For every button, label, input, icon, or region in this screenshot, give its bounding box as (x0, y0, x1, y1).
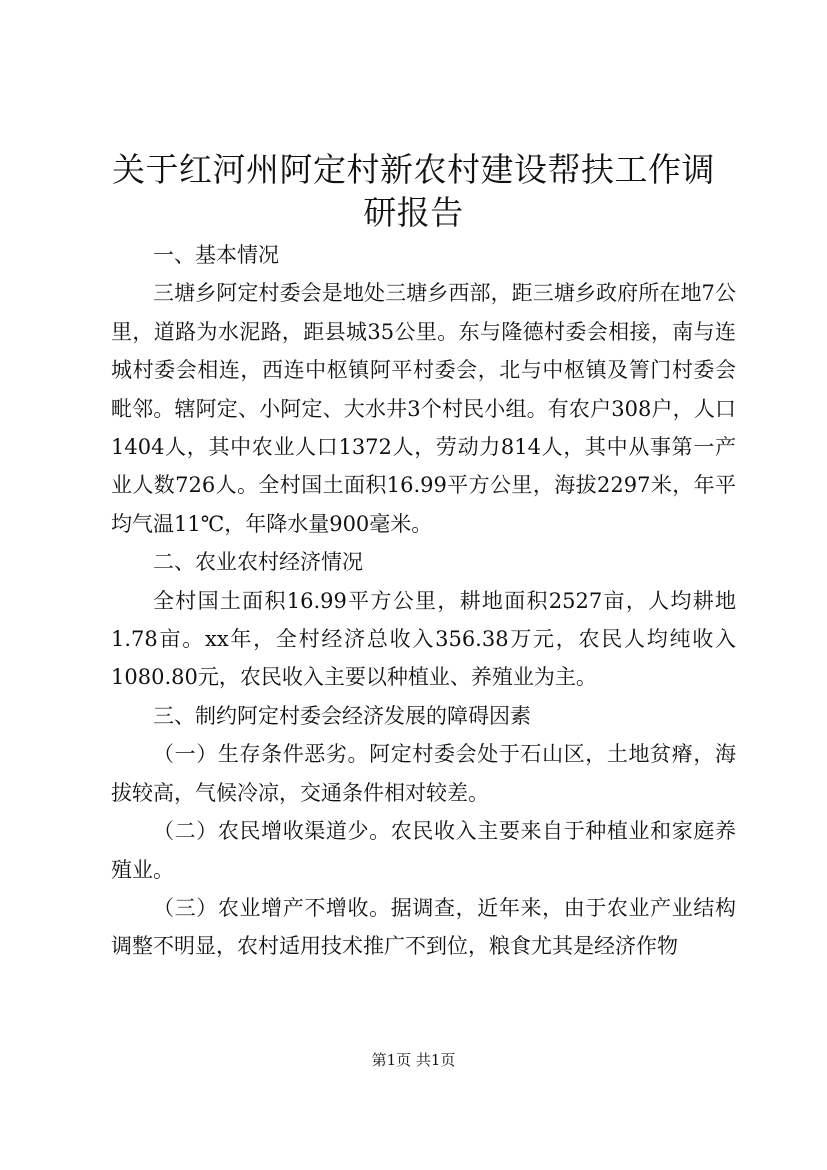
paragraph: （二）农民增收渠道少。农民收入主要来自于种植业和家庭养殖业。 (111, 819, 736, 882)
paragraph: （三）农业增产不增收。据调查，近年来，由于农业产业结构调整不明显，农村适用技术推广不到位，粮食尤其是经济作物 (111, 895, 736, 959)
section-heading: 二、农业农村经济情况 (153, 550, 363, 575)
document-body (111, 236, 736, 966)
paragraph: 全村国土面积16.99平方公里，耕地面积2527亩，人均耕地1.78亩。xx年，全村经济总收入356.38万元，农民人均纯收入1080.80元，农民收入主要以种植业、养殖业为主。 (111, 588, 736, 690)
document-title: 关于红河州阿定村新农村建设帮扶工作调研报告 (112, 150, 715, 232)
page-footer: 第1页 共1页 (371, 1051, 456, 1069)
section-heading: 一、基本情况 (153, 243, 279, 267)
paragraph: 三塘乡阿定村委会是地处三塘乡西部，距三塘乡政府所在地7公里，道路为水泥路，距县城35公里。东与隆德村委会相接，南与连城村委会相连，西连中枢镇阿平村委会，北与中枢镇及箐门村委会毗邻。辖阿定、小阿定、大水井3个村民小组。有农户308户，人口1404人，其中农业人口1372人，劳动力814人，其中从事第一产业人数726人。全村国土面积16.99平方公里，海拔2297米，年平均气温11℃，年降水量900毫米。 (111, 281, 736, 536)
paragraph: （一）生存条件恶劣。阿定村委会处于石山区，土地贫瘠，海拔较高，气候冷凉，交通条件相对较差。 (111, 742, 736, 805)
section-heading: 三、制约阿定村委会经济发展的障碍因素 (153, 703, 531, 728)
